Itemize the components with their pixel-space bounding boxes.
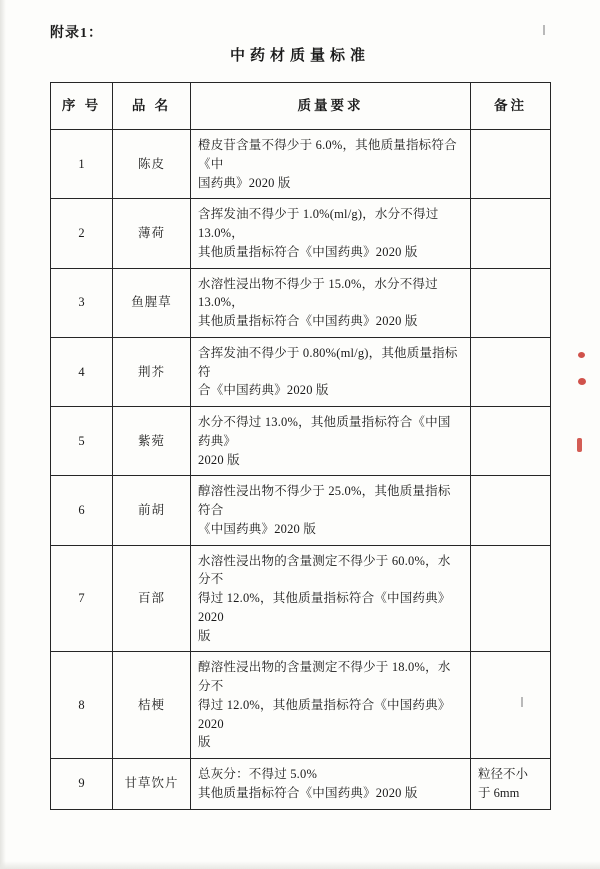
cell-remark xyxy=(471,545,551,652)
remark-line: 于 6mm xyxy=(478,785,520,800)
cell-no: 4 xyxy=(51,337,113,406)
scan-artifact-red-streak xyxy=(577,438,582,452)
cell-name: 鱼腥草 xyxy=(113,268,191,337)
cell-requirement xyxy=(191,407,471,476)
table-row xyxy=(51,199,551,268)
cell-remark xyxy=(471,476,551,545)
requirement-line: 含挥发油不得少于 1.0%(ml/g)，水分不得过 13.0%， xyxy=(198,207,439,240)
table-header xyxy=(51,83,551,130)
table-row xyxy=(51,476,551,545)
requirement-line: 水溶性浸出物不得少于 15.0%，水分不得过 13.0%， xyxy=(198,276,438,310)
cell-no: 2 xyxy=(51,199,113,268)
cell-requirement xyxy=(191,268,471,337)
quality-standard-table-wrapper xyxy=(50,82,550,810)
cell-no: 8 xyxy=(51,652,113,759)
page-edge-shadow-bottom xyxy=(0,861,600,869)
cell-no: 3 xyxy=(51,268,113,337)
requirement-line: 醇溶性浸出物的含量测定不得少于 18.0%，水分不 xyxy=(198,660,451,693)
cell-no: 9 xyxy=(51,759,113,810)
cell-name: 前胡 xyxy=(113,476,191,545)
column-header-no: 序 号 xyxy=(51,83,113,130)
cell-name: 桔梗 xyxy=(113,652,191,759)
table-row xyxy=(51,337,551,406)
cell-remark xyxy=(471,759,551,810)
table-header-row xyxy=(51,83,551,130)
cell-remark xyxy=(471,199,551,268)
cell-remark xyxy=(471,130,551,199)
cell-requirement xyxy=(191,545,471,652)
requirement-line: 总灰分：不得过 5.0% xyxy=(198,767,318,781)
cell-remark xyxy=(471,268,551,337)
cell-name: 紫菀 xyxy=(113,407,191,476)
cell-name: 陈皮 xyxy=(113,130,191,199)
requirement-line: 国药典》2020 版 xyxy=(198,175,291,190)
cell-no: 5 xyxy=(51,407,113,476)
cell-name: 甘草饮片 xyxy=(113,759,191,810)
cell-requirement xyxy=(191,476,471,545)
requirement-line: 其他质量指标符合《中国药典》2020 版 xyxy=(198,314,418,328)
requirement-line: 含挥发油不得少于 0.80%(ml/g)，其他质量指标符 xyxy=(198,345,458,379)
requirement-line: 得过 12.0%，其他质量指标符合《中国药典》2020 xyxy=(198,697,451,731)
remark-line: 粒径不小 xyxy=(478,767,529,781)
requirement-line: 版 xyxy=(198,735,211,750)
table-row xyxy=(51,652,551,759)
cell-name: 荆芥 xyxy=(113,337,191,406)
table-row xyxy=(51,407,551,476)
column-header-requirement: 质量要求 xyxy=(191,83,471,130)
cell-name: 薄荷 xyxy=(113,199,191,268)
cell-requirement xyxy=(191,759,471,810)
page-title: 中药材质量标准 xyxy=(229,48,370,64)
requirement-line: 其他质量指标符合《中国药典》2020 版 xyxy=(198,244,418,259)
requirement-line: 水溶性浸出物的含量测定不得少于 60.0%，水分不 xyxy=(198,553,451,587)
table-row xyxy=(51,130,551,199)
cell-remark xyxy=(471,337,551,406)
cell-requirement xyxy=(191,652,471,759)
cell-requirement xyxy=(191,130,471,199)
table-row xyxy=(51,545,551,652)
quality-standard-table xyxy=(50,82,551,810)
cell-no: 1 xyxy=(51,130,113,199)
scan-artifact-red-dot xyxy=(578,378,586,385)
scan-artifact-tick xyxy=(521,697,523,707)
column-header-remark: 备注 xyxy=(471,83,551,130)
scan-artifact-tick xyxy=(543,25,545,35)
scan-artifact-red-dot xyxy=(578,352,585,358)
cell-remark xyxy=(471,652,551,759)
table-body xyxy=(51,130,551,810)
cell-requirement xyxy=(191,337,471,406)
requirement-line: 醇溶性浸出物不得少于 25.0%，其他质量指标符合 xyxy=(198,484,451,517)
requirement-line: 水分不得过 13.0%，其他质量指标符合《中国药典》 xyxy=(198,415,451,448)
cell-no: 7 xyxy=(51,545,113,652)
requirement-line: 版 xyxy=(198,628,211,643)
table-row xyxy=(51,759,551,810)
requirement-line: 《中国药典》2020 版 xyxy=(198,521,317,536)
appendix-label: 附录1： xyxy=(50,26,103,41)
cell-requirement xyxy=(191,199,471,268)
cell-remark xyxy=(471,407,551,476)
column-header-name: 品 名 xyxy=(113,83,191,130)
table-row xyxy=(51,268,551,337)
cell-no: 6 xyxy=(51,476,113,545)
requirement-line: 得过 12.0%，其他质量指标符合《中国药典》2020 xyxy=(198,591,451,624)
cell-name: 百部 xyxy=(113,545,191,652)
requirement-line: 其他质量指标符合《中国药典》2020 版 xyxy=(198,785,418,800)
requirement-line: 合《中国药典》2020 版 xyxy=(198,383,329,398)
requirement-line: 橙皮苷含量不得少于 6.0%，其他质量指标符合《中 xyxy=(198,138,457,171)
requirement-line: 2020 版 xyxy=(198,452,240,467)
page-edge-shadow-left xyxy=(0,0,6,869)
